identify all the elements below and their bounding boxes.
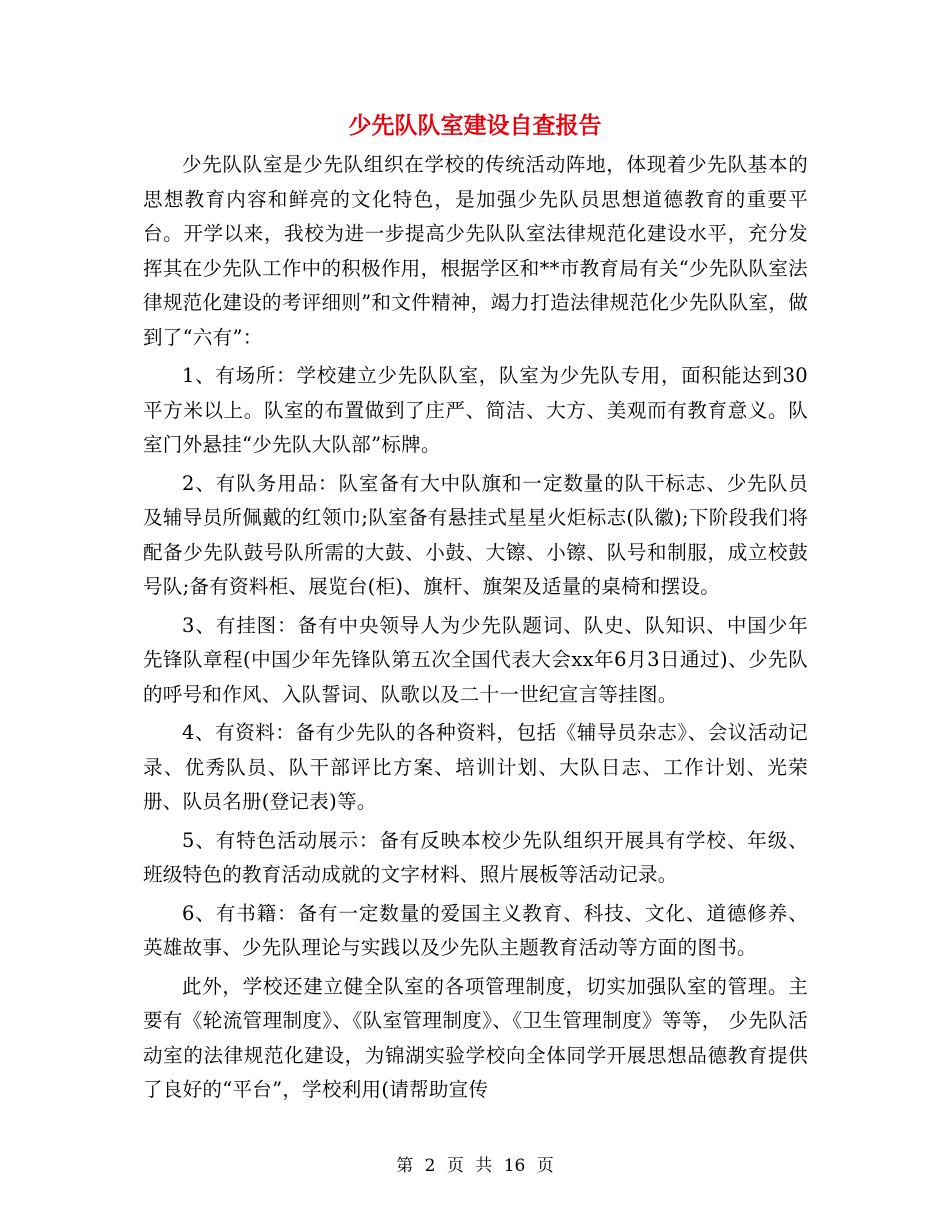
paragraph-item-1: 1、有场所：学校建立少先队队室，队室为少先队专用，面积能达到30平方米以上。队室的布置做到了庄严、简洁、大方、美观而有教育意义。队室门外悬挂“少先队大队部”标牌。 — [143, 364, 808, 456]
paragraph-item-5: 5、有特色活动展示：备有反映本校少先队组织开展具有学校、年级、班级特色的教育活动成就的文字材料、照片展板等活动记录。 — [143, 828, 808, 886]
footer-current-page: 2 — [424, 1156, 436, 1176]
paragraph-item-4: 4、有资料：备有少先队的各种资料，包括《辅导员杂志》、会议活动记录、优秀队员、队干部评比方案、培训计划、大队日志、工作计划、光荣册、队员名册(登记表)等。 — [143, 721, 808, 813]
paragraph-item-2: 2、有队务用品：队室备有大中队旗和一定数量的队干标志、少先队员及辅导员所佩戴的红领巾;队室备有悬挂式星星火炬标志(队徽);下阶段我们将配备少先队鼓号队所需的大鼓、小鼓、大镲、小镲、队号和制服，成立校鼓号队;备有资料柜、展览台(柜)、旗杆、旗架及适量的桌椅和摆设。 — [143, 471, 808, 598]
paragraph-intro: 少先队队室是少先队组织在学校的传统活动阵地，体现着少先队基本的思想教育内容和鲜亮的文化特色，是加强少先队员思想道德教育的重要平台。开学以来，我校为进一步提高少先队队室法律规范化建设水平，充分发挥其在少先队工作中的积极作用，根据学区和**市教育局有关“少先队队室法律规范化建设的考评细则”和文件精神，竭力打造法律规范化少先队队室，做到了“六有”： — [143, 153, 808, 349]
page-footer — [0, 1154, 950, 1178]
footer-total-word: 共 — [475, 1156, 493, 1176]
footer-page-word: 页 — [446, 1156, 464, 1176]
paragraph-item-6: 6、有书籍：备有一定数量的爱国主义教育、科技、文化、道德修养、英雄故事、少先队理论与实践以及少先队主题教育活动等方面的图书。 — [143, 901, 808, 959]
document-body — [143, 148, 808, 1108]
paragraph-closing: 此外，学校还建立健全队室的各项管理制度，切实加强队室的管理。主要有《轮流管理制度》、《队室管理制度》、《卫生管理制度》等等， 少先队活动室的法律规范化建设，为锦湖实验学校向全体同学开展思想品德教育提供了良好的“平台”，学校利用(请帮助宣传 — [143, 974, 808, 1101]
footer-total-pages: 16 — [503, 1156, 526, 1176]
footer-prefix: 第 — [396, 1156, 414, 1176]
paragraph-item-3: 3、有挂图：备有中央领导人为少先队题词、队史、队知识、中国少年先锋队章程(中国少年先锋队第五次全国代表大会xx年6月3日通过)、少先队的呼号和作风、入队誓词、队歌以及二十一世纪宣言等挂图。 — [143, 613, 808, 706]
document-title: 少先队队室建设自查报告 — [348, 113, 602, 139]
footer-suffix: 页 — [536, 1156, 554, 1176]
